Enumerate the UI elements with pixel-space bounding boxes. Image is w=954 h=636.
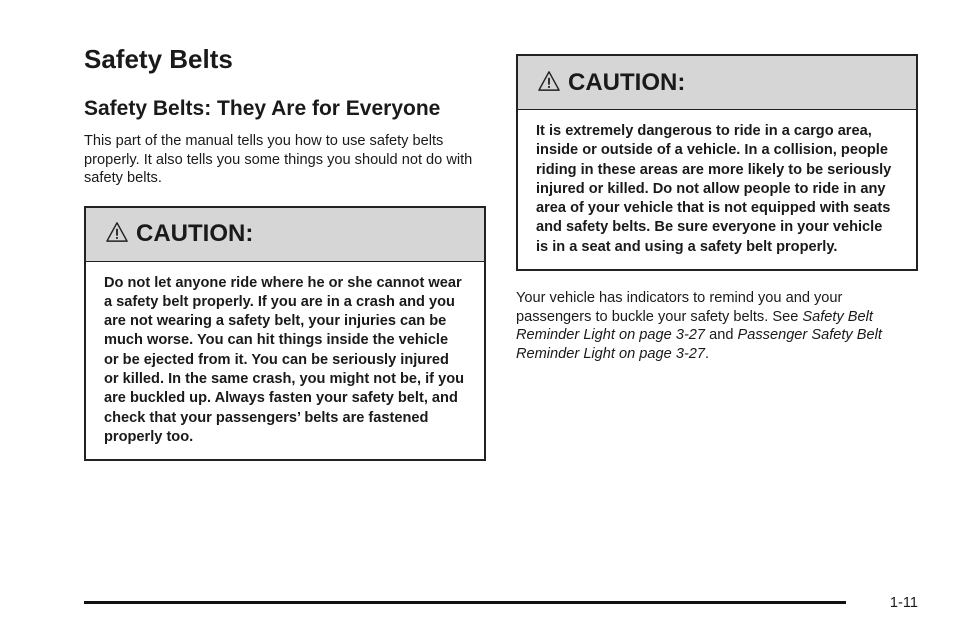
right-column [516,54,918,363]
caution-label: CAUTION: [568,68,686,96]
intro-paragraph: This part of the manual tells you how to use safety belts properly. It also tells you some things you should not do with safety belts. [84,133,473,186]
caution-text: It is extremely dangerous to ride in a cargo area, inside or outside of a vehicle. In a collision, people riding in these areas are more likely to be seriously injured or killed. Do not allow people to ride in any area of your vehicle that is not equipped with seats and safety belts. Be sure everyone in your vehicle is in a seat and using a safety belt properly. [536,123,892,255]
warning-triangle-icon [538,70,560,92]
caution-text: Do not let anyone ride where he or she cannot wear a safety belt properly. If you are in a crash and you are not wearing a safety belt, your injuries can be much worse. You can hit things inside the vehicle or be ejected from it. You can be seriously injured or killed. In the same crash, you might not be, if you are buckled up. Always fasten your safety belt, and check that your passengers’ belts are fastened properly too. [104,274,465,445]
reminder-paragraph [516,289,918,363]
reminder-link-safety-belt[interactable]: Safety Belt Reminder Light on page 3-27 [516,308,873,344]
page-number: 1-11 [889,595,918,611]
page-title: Safety Belts [84,44,233,74]
caution-header [86,208,484,262]
reminder-text: and [705,327,738,344]
caution-body [86,262,484,460]
section-heading: Safety Belts: They Are for Everyone [84,97,441,120]
reminder-text: . [705,345,710,362]
left-column [84,40,486,461]
footer-rule [84,601,846,604]
reminder-text: Your vehicle has indicators to remind you and your passengers to buckle your safety belts. See [516,290,843,325]
caution-label: CAUTION: [136,220,254,247]
warning-triangle-icon [106,221,128,243]
caution-box-passengers [84,206,486,462]
caution-box-cargo [516,54,918,271]
caution-body [518,110,916,269]
caution-header [518,56,916,110]
reminder-link-passenger[interactable]: Passenger Safety Belt Reminder Light on page 3-27 [516,327,882,362]
